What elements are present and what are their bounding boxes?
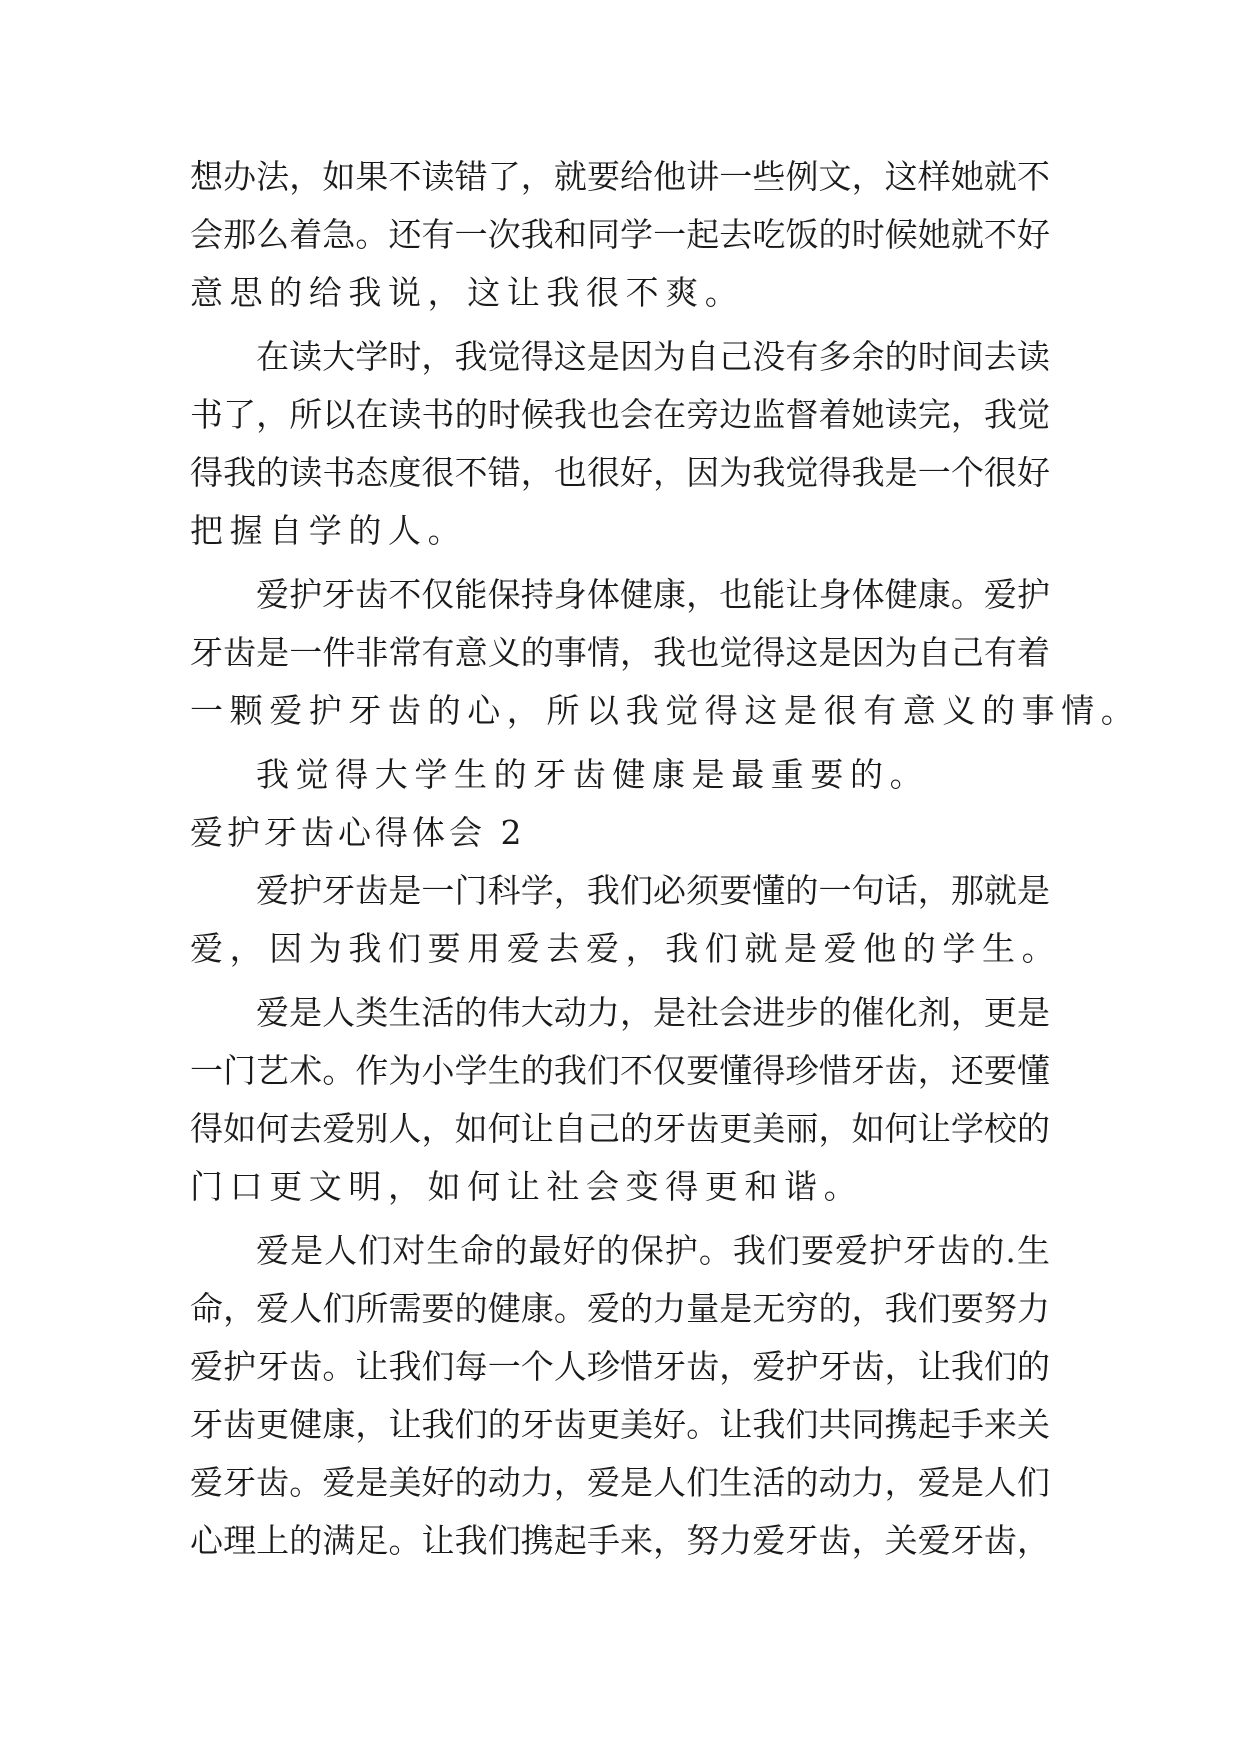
text-line: 会那么着急。还有一次我和同学一起去吃饭的时候她就不好 (190, 215, 1050, 254)
text-line: 意思的给我说，这让我很不爽。 (190, 273, 745, 312)
paragraph (190, 148, 1050, 322)
text-line: 命，爱人们所需要的健康。爱的力量是无穷的，我们要努力 (190, 1289, 1050, 1328)
text-line: 门口更文明，如何让社会变得更和谐。 (190, 1167, 864, 1206)
paragraph (190, 1222, 1050, 1570)
text-line: 在读大学时，我觉得这是因为自己没有多余的时间去读 (256, 337, 1050, 376)
paragraph (190, 746, 1050, 804)
text-line: 爱护牙齿。让我们每一个人珍惜牙齿，爱护牙齿，让我们的 (190, 1347, 1050, 1386)
text-line: 一颗爱护牙齿的心，所以我觉得这是很有意义的事情。 (190, 691, 1141, 730)
text-line: 我觉得大学生的牙齿健康是最重要的。 (256, 755, 930, 794)
paragraph (190, 862, 1062, 978)
text-line: 想办法，如果不读错了，就要给他讲一些例文，这样她就不 (190, 157, 1050, 196)
paragraph (190, 566, 1141, 740)
document-page (190, 148, 1141, 1570)
text-line: 爱护牙齿是一门科学，我们必须要懂的一句话，那就是 (256, 871, 1050, 910)
text-line: 把握自学的人。 (190, 511, 468, 550)
text-line: 得如何去爱别人，如何让自己的牙齿更美丽，如何让学校的 (190, 1109, 1050, 1148)
text-line: 爱是人们对生命的最好的保护。我们要爱护牙齿的.生 (256, 1231, 1050, 1270)
text-line: 得我的读书态度很不错，也很好，因为我觉得我是一个很好 (190, 453, 1050, 492)
text-line: 爱牙齿。爱是美好的动力，爱是人们生活的动力，爱是人们 (190, 1463, 1050, 1502)
paragraph (190, 984, 1050, 1216)
text-line: 一门艺术。作为小学生的我们不仅要懂得珍惜牙齿，还要懂 (190, 1051, 1050, 1090)
text-line: 爱是人类生活的伟大动力，是社会进步的催化剂，更是 (256, 993, 1050, 1032)
text-line: 牙齿更健康，让我们的牙齿更美好。让我们共同携起手来关 (190, 1405, 1050, 1444)
text-line: 书了，所以在读书的时候我也会在旁边监督着她读完，我觉 (190, 395, 1050, 434)
paragraph (190, 328, 1050, 560)
text-line: 牙齿是一件非常有意义的事情，我也觉得这是因为自己有着 (190, 633, 1050, 672)
section-heading: 爱护牙齿心得体会 2 (190, 813, 526, 852)
text-line: 爱护牙齿不仅能保持身体健康，也能让身体健康。爱护 (256, 575, 1050, 614)
text-line: 心理上的满足。让我们携起手来，努力爱牙齿，关爱牙齿， (190, 1521, 1050, 1560)
text-line: 爱，因为我们要用爱去爱，我们就是爱他的学生。 (190, 929, 1062, 968)
